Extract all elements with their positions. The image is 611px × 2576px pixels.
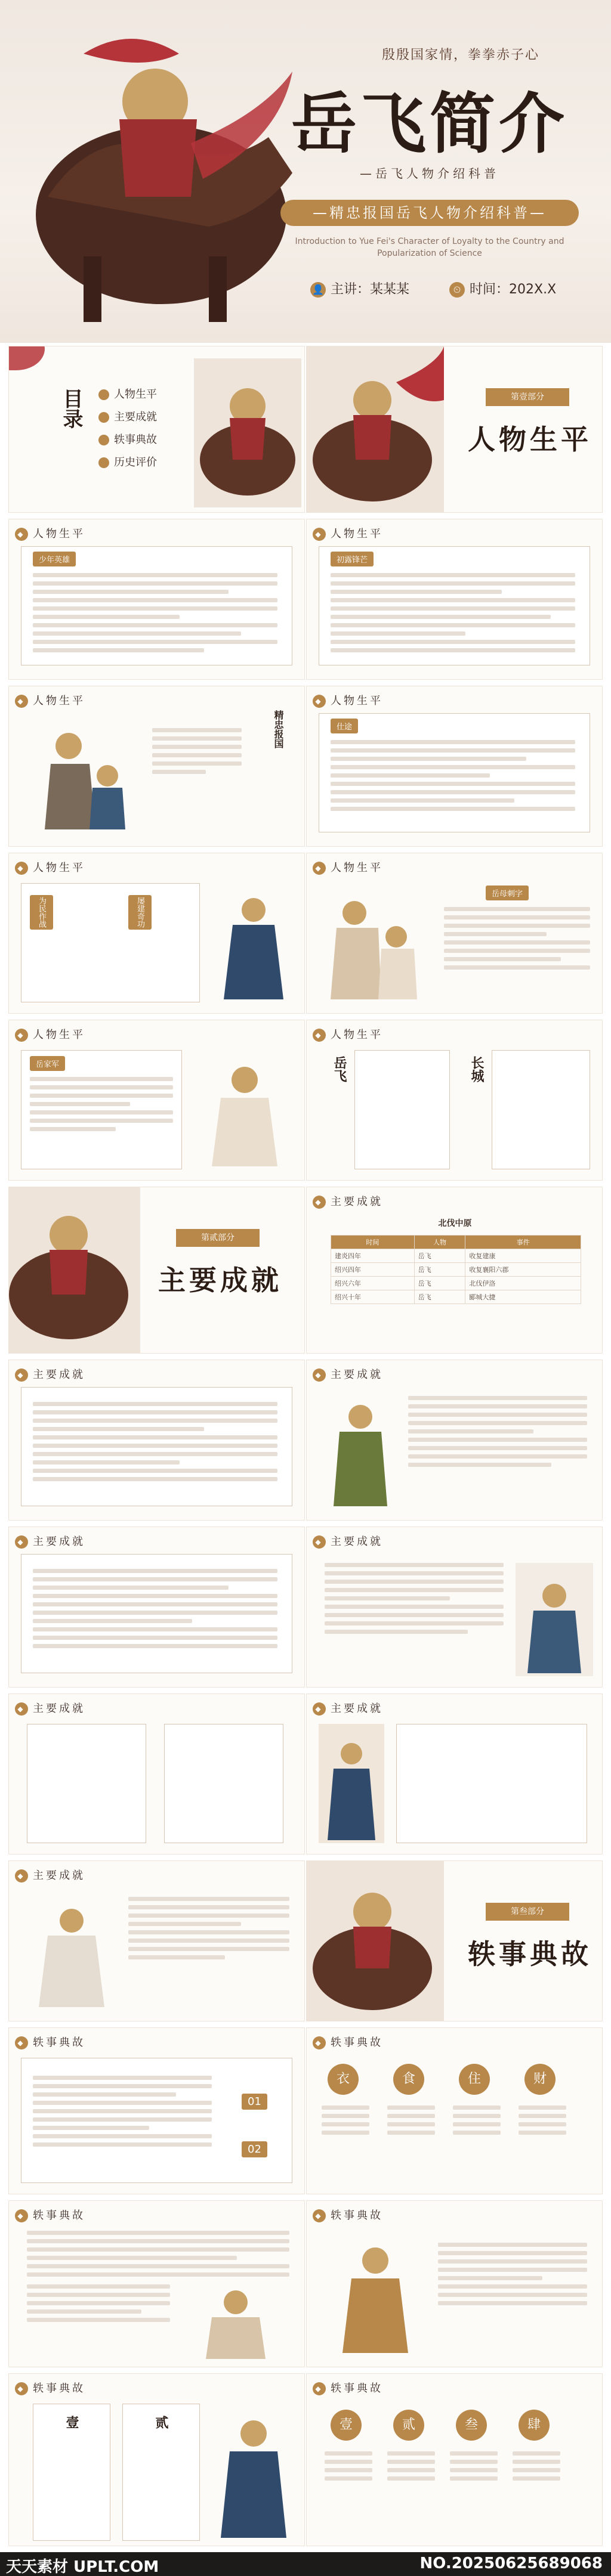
info-icon: ◆ (15, 1368, 28, 1382)
story-slide (8, 2200, 305, 2367)
life-slide (306, 853, 603, 1014)
general-standing-illustration (325, 1396, 396, 1509)
toc-item[interactable]: 主要成就 (98, 406, 157, 429)
info-icon: ◆ (15, 528, 28, 541)
achieve-table-slide (306, 1187, 603, 1354)
vertical-title: 精忠报国 (273, 710, 284, 748)
info-icon: ◆ (15, 2382, 28, 2395)
section-2-slide (8, 1187, 305, 1354)
calligraphy-illustration (319, 1724, 384, 1843)
mother-tattoo-illustration (325, 889, 420, 1002)
story-slide (8, 2027, 305, 2194)
cover-title: 岳飞简介 (291, 85, 568, 162)
slide-header: ◆ 人物生平 (313, 1026, 383, 1042)
section-number: 第叁部分 (486, 1903, 569, 1921)
achieve-slide (8, 1360, 305, 1521)
footer-right: NO.20250625689068 (419, 2555, 603, 2572)
info-icon: ◆ (15, 1535, 28, 1549)
slide-header: ◆ 人物生平 (313, 859, 383, 875)
tag: 少年英雄 (33, 552, 76, 566)
info-icon: ◆ (313, 862, 326, 875)
slide-header: ◆ 主要成就 (313, 1533, 383, 1549)
slide-header: ◆ 人物生平 (15, 1026, 85, 1042)
warrior-illustration (307, 346, 444, 513)
section-title: 主要成就 (158, 1264, 282, 1296)
text-box (396, 1724, 587, 1843)
achieve-slide (306, 1693, 603, 1854)
general-on-horse-illustration (12, 18, 310, 328)
cover-slogan: 殷殷国家情，拳拳赤子心 (382, 48, 540, 63)
story-slide (306, 2200, 603, 2367)
slide-header: ◆ 轶事典故 (15, 2380, 85, 2395)
footer-left: 天天素材 UPLT.COM (6, 2558, 159, 2576)
toc-item[interactable]: 轶事典故 (98, 429, 157, 451)
vertical-title: 长城 (469, 1056, 485, 1082)
info-icon: ◆ (15, 1869, 28, 1883)
circle-badge: 食 (393, 2064, 424, 2095)
slide-header: ◆ 轶事典故 (313, 2380, 383, 2395)
official-illustration (325, 2237, 426, 2356)
card-title: 壹 (64, 2416, 79, 2429)
section-title: 人物生平 (468, 423, 592, 456)
story-slide (306, 2027, 603, 2194)
step-badge: 01 (242, 2094, 267, 2110)
slide-header: ◆ 主要成就 (15, 1533, 85, 1549)
info-icon: ◆ (313, 1535, 326, 1549)
toc-slide (8, 346, 305, 513)
circle-badge: 衣 (328, 2064, 359, 2095)
clock-icon: ⏲ (449, 282, 465, 298)
info-icon: ◆ (313, 1368, 326, 1382)
circle-badge: 财 (524, 2064, 556, 2095)
achieve-slide (306, 1527, 603, 1688)
toc-item[interactable]: 历史评价 (98, 451, 157, 474)
slide-header: ◆ 主要成就 (313, 1700, 383, 1716)
slide-header: ◆ 轶事典故 (15, 2034, 85, 2049)
speaker-field: 👤 主讲：某某某 (310, 282, 409, 297)
watermark-footer (0, 2552, 611, 2576)
toc-title: 目录 (59, 388, 83, 429)
vertical-title: 岳飞 (332, 1056, 347, 1082)
circle-badge: 肆 (519, 2410, 550, 2441)
circle-badge: 贰 (393, 2410, 424, 2441)
toc-list (98, 383, 157, 474)
achieve-slide (8, 1860, 305, 2021)
info-icon: ◆ (15, 2036, 28, 2049)
cover-subtitle: —岳飞人物介绍科普 (360, 166, 499, 181)
table-row: 建炎四年 岳飞 收复建康 (331, 1249, 581, 1263)
general-illustration (212, 2410, 295, 2541)
text-box (354, 1050, 450, 1169)
section-1-slide (306, 346, 603, 513)
life-slide (306, 1020, 603, 1181)
mother-child-illustration (33, 722, 134, 835)
card-title: 贰 (153, 2416, 169, 2429)
achieve-slide (8, 1693, 305, 1854)
warrior-illustration (9, 1187, 140, 1354)
time-field: ⏲ 时间：202X.X (449, 282, 556, 297)
tag: 岳母刺字 (486, 886, 529, 900)
info-icon: ◆ (15, 2209, 28, 2222)
slide-header: ◆ 人物生平 (313, 525, 383, 541)
info-icon: ◆ (313, 528, 326, 541)
text-box (27, 1724, 146, 1843)
info-icon: ◆ (313, 2382, 326, 2395)
scholar-illustration (516, 1563, 593, 1676)
info-icon: ◆ (15, 695, 28, 708)
life-slide (306, 519, 603, 680)
achieve-slide (306, 1360, 603, 1521)
section-number: 第贰部分 (176, 1229, 260, 1247)
user-icon: 👤 (310, 282, 326, 298)
cover-slide (0, 0, 611, 343)
warrior-illustration (307, 1861, 444, 2021)
table-title: 北伐中原 (438, 1219, 472, 1228)
cover-english-text: Introduction to Yue Fei's Character of Loyalty to the Country and Popularization of Science (295, 237, 564, 258)
table-row: 绍兴十年 岳飞 郾城大捷 (331, 1290, 581, 1304)
circle-badge: 叁 (456, 2410, 487, 2441)
cover-meta (310, 279, 592, 298)
slide-header: ◆ 主要成就 (313, 1366, 383, 1382)
table-header-row: 时间 人物 事件 (331, 1236, 581, 1249)
scholar-illustration (212, 889, 295, 1002)
life-slide (8, 853, 305, 1014)
story-slide (8, 2373, 305, 2546)
info-icon: ◆ (313, 1196, 326, 1209)
info-icon: ◆ (15, 862, 28, 875)
info-icon: ◆ (313, 695, 326, 708)
official-illustration (194, 1056, 295, 1169)
table-row: 绍兴六年 岳飞 北伐伊洛 (331, 1277, 581, 1290)
info-icon: ◆ (313, 2209, 326, 2222)
section-title: 轶事典故 (468, 1938, 592, 1970)
info-icon: ◆ (313, 2036, 326, 2049)
slide-header: ◆ 主要成就 (313, 1193, 383, 1209)
slide-header: ◆ 人物生平 (15, 525, 85, 541)
tag: 仕途 (331, 719, 358, 733)
slide-header: ◆ 轶事典故 (313, 2207, 383, 2222)
table-row: 绍兴四年 岳飞 收复襄阳六郡 (331, 1263, 581, 1277)
life-slide (306, 686, 603, 847)
story-slide (306, 2373, 603, 2546)
text-box (164, 1724, 283, 1843)
life-slide (8, 519, 305, 680)
step-badge: 02 (242, 2141, 267, 2157)
achieve-slide (8, 1527, 305, 1688)
slide-header: ◆ 主要成就 (15, 1366, 85, 1382)
section-3-slide (306, 1860, 603, 2021)
life-slide (8, 1020, 305, 1181)
events-table (331, 1235, 581, 1304)
slide-header: ◆ 人物生平 (15, 692, 85, 708)
info-icon: ◆ (15, 1029, 28, 1042)
warrior-illustration (194, 358, 301, 507)
info-icon: ◆ (313, 1029, 326, 1042)
section-number: 第壹部分 (486, 388, 569, 406)
tag: 初露锋芒 (331, 552, 374, 566)
tag: 为民作战 (30, 895, 53, 930)
slide-header: ◆ 人物生平 (15, 859, 85, 875)
info-icon: ◆ (313, 1702, 326, 1716)
slide-header: ◆ 主要成就 (15, 1700, 85, 1716)
circle-badge: 壹 (331, 2410, 362, 2441)
cover-banner: —精忠报国岳飞人物介绍科普— (280, 200, 579, 226)
archer-illustration (176, 2278, 295, 2362)
toc-item[interactable]: 人物生平 (98, 383, 157, 406)
tag: 屡建奇功 (128, 895, 152, 930)
info-icon: ◆ (15, 1702, 28, 1716)
text-box (492, 1050, 590, 1169)
circle-badge: 住 (459, 2064, 490, 2095)
slide-header: ◆ 主要成就 (15, 1867, 85, 1883)
slide-header: ◆ 人物生平 (313, 692, 383, 708)
tag: 岳家军 (30, 1056, 65, 1071)
poet-illustration (27, 1897, 116, 2010)
slide-header: ◆ 轶事典故 (313, 2034, 383, 2049)
life-slide (8, 686, 305, 847)
slide-header: ◆ 轶事典故 (15, 2207, 85, 2222)
